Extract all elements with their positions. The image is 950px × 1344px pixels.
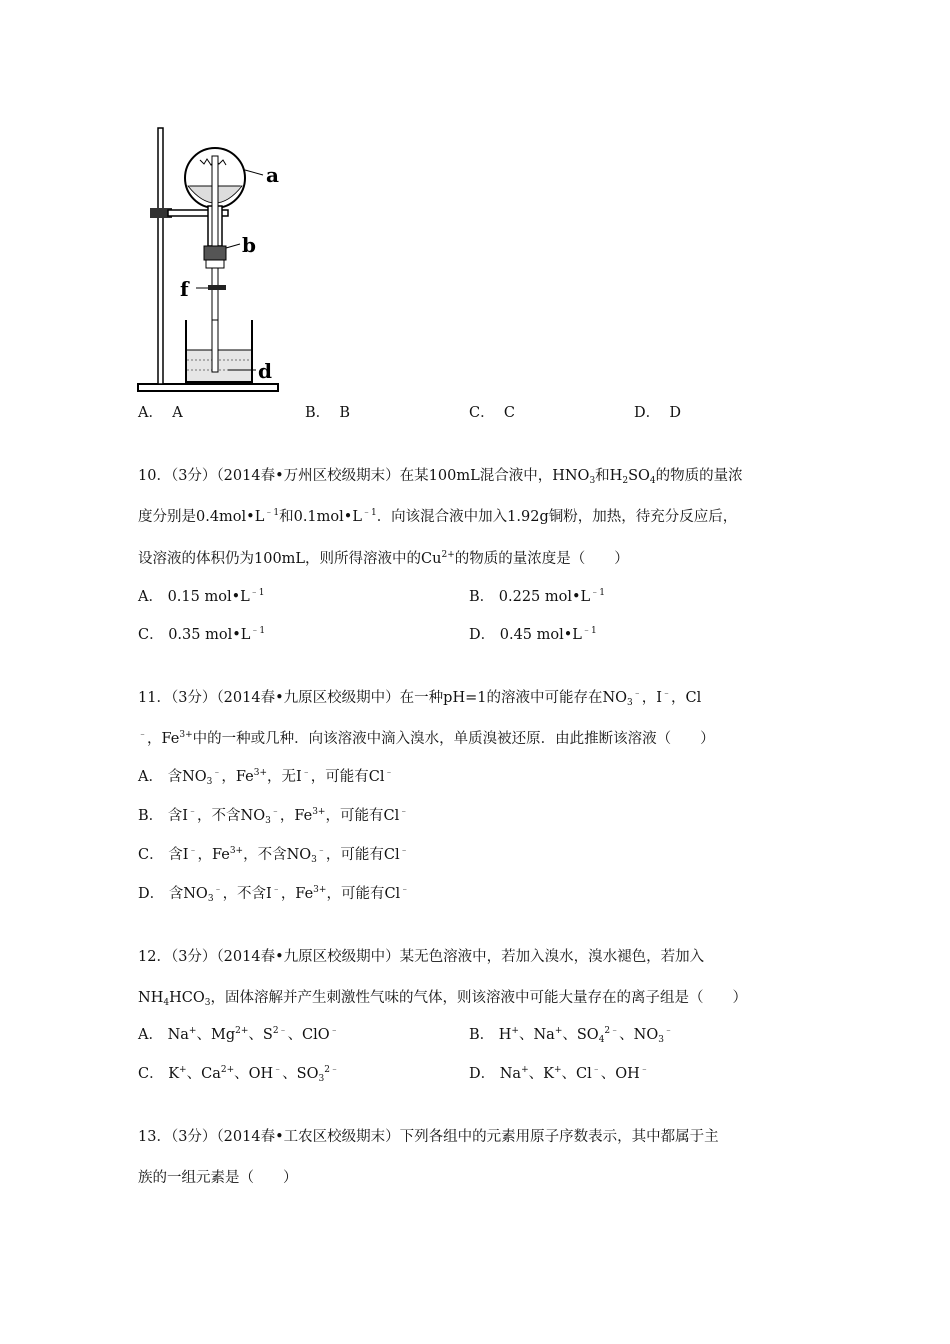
q11-option-b: B． 含I﹣，不含$NO_3^﹣$，$Fe^{3+}$，可能有Cl﹣ xyxy=(138,807,409,826)
q11-option-c: C． 含I﹣，$Fe^{3+}$，不含$NO_3^﹣$，可能有Cl﹣ xyxy=(138,846,409,865)
stand-base xyxy=(138,384,278,391)
q12-option-a: A． Na+、$Mg^{2+}$、$S^{2﹣}$、ClO﹣ xyxy=(138,1026,339,1043)
q13-line-1: 13．（3分）（2014春•工农区校级期末）下列各组中的元素用原子序数表示，其中都属于主 xyxy=(138,1129,719,1145)
q10-option-a: A． 0.15 $mol•L^{﹣1}$ xyxy=(138,588,265,605)
label-f: f xyxy=(180,277,189,301)
q12-line-1: 12．（3分）（2014春•九原区校级期中）某无色溶液中，若加入溴水，溴水褪色，若加入 xyxy=(138,949,705,965)
q9-option-a: A． A xyxy=(138,405,183,421)
q10-option-d: D． 0.45 $mol•L^{﹣1}$ xyxy=(469,626,597,643)
q10-option-b: B． 0.225 $mol•L^{﹣1}$ xyxy=(469,588,605,605)
stand-rod xyxy=(158,128,163,384)
q11-line-2: ﹣，$Fe^{3+}$中的一种或几种．向该溶液中滴入溴水，单质溴被还原．由此推断该溶液（ ） xyxy=(138,730,715,747)
stopper xyxy=(204,246,226,260)
q11-option-d: D． 含$NO_3^﹣$，不含I﹣，$Fe^{3+}$，可能有Cl﹣ xyxy=(138,885,410,904)
label-d: d xyxy=(258,359,272,383)
question-number: 11． xyxy=(138,690,171,706)
q9-option-c: C． C xyxy=(469,405,515,421)
question-number: 13． xyxy=(138,1129,171,1145)
q12-option-c: C． K+、$Ca^{2+}$、OH﹣、$SO_3^{2﹣}$ xyxy=(138,1065,339,1084)
question-number: 12． xyxy=(138,949,171,965)
q11-line-1: 11．（3分）（2014春•九原区校级期中）在一种pH=1的溶液中可能存在$NO_3^﹣$，I﹣，Cl xyxy=(138,689,702,708)
q12-option-d: D． Na+、K+、Cl﹣、OH﹣ xyxy=(469,1065,649,1082)
q12-line-2: $NH_4HCO_3$，固体溶解并产生刺激性气味的气体，则该溶液中可能大量存在的离子组是（ ） xyxy=(138,990,747,1008)
q12-option-b: B． H+、Na+、$SO_4^{2﹣}$、$NO_3^﹣$ xyxy=(469,1026,673,1045)
apparatus-figure xyxy=(128,120,298,400)
q10-line-3: 设溶液的体积仍为100mL，则所得溶液中的$Cu^{2+}$的物质的量浓度是（ ） xyxy=(138,550,629,567)
q9-option-b: B． B xyxy=(305,405,351,421)
q10-line-2: 度分别是$0.4mol•L^{﹣1}$和$0.1mol•L^{﹣1}$．向该混合液中加入1.92g铜粉，加热，待充分反应后， xyxy=(138,508,738,525)
pinch-clamp xyxy=(208,285,226,290)
question-number: 10． xyxy=(138,468,171,484)
q9-option-d: D． D xyxy=(634,405,681,421)
q11-option-a: A． 含$NO_3^﹣$，$Fe^{3+}$，无I﹣，可能有Cl﹣ xyxy=(138,768,394,787)
q10-line-1: 10．（3分）（2014春•万州区校级期末）在某100mL混合液中，$HNO_3$和$H_2SO_4$的物质的量浓 xyxy=(138,468,743,486)
label-b: b xyxy=(242,233,256,257)
q10-option-c: C． 0.35 $mol•L^{﹣1}$ xyxy=(138,626,266,643)
label-a: a xyxy=(266,163,279,187)
q13-line-2: 族的一组元素是（ ） xyxy=(138,1170,298,1186)
